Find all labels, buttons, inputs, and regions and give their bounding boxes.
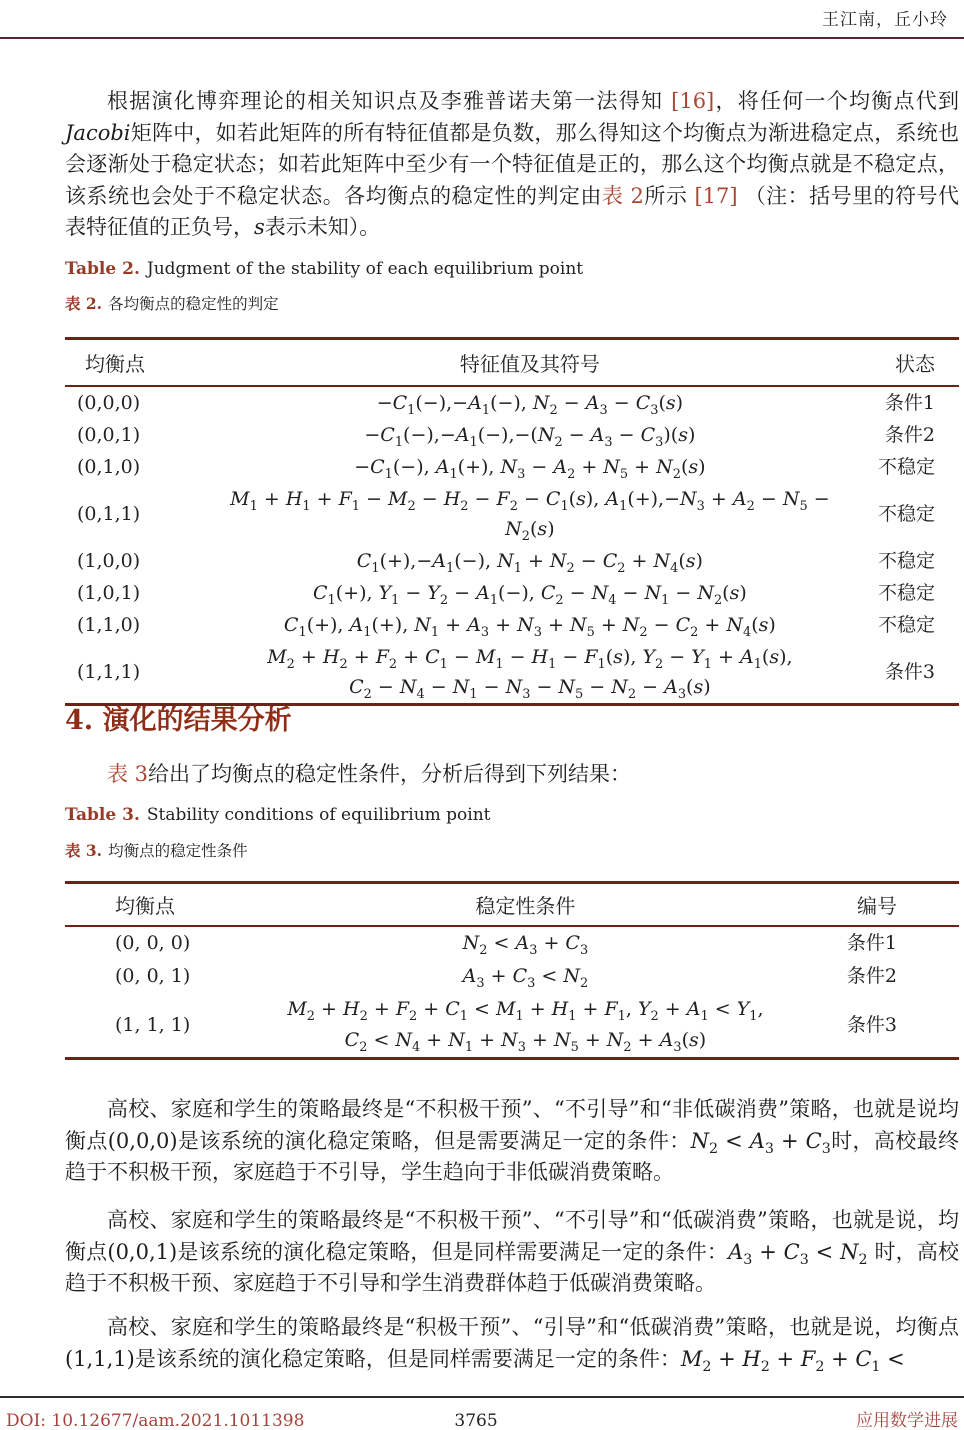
formula-cell: $-C_1(-),-A_1(-),-(N_2 - A_3 - C_3)(s)$ [364,424,696,450]
table-row [65,483,959,545]
equilibrium-point-cell: (0,0,1) [77,424,141,446]
status-cell: 条件2 [884,424,935,446]
table2-caption-en-text: Judgment of the stability of each equilibrium point [146,259,584,279]
equilibrium-point-cell: (1,1,0) [77,614,141,636]
footer-page-number: 3765 [454,1411,498,1430]
table-row [65,641,959,705]
column-header: 稳定性条件 [253,883,798,927]
text-run: 是该系统的演化稳定策略，但是同样需要满足一定的条件： [177,1239,729,1264]
status-cell: 条件3 [846,1013,897,1036]
table2-caption-cn-label: 表 2. [65,294,103,313]
equilibrium-point-cell: (1, 1, 1) [115,1013,191,1036]
equilibrium-point-cell: (1,0,0) [77,550,141,572]
status-cell: 不稳定 [877,503,935,525]
formula-cell: $M_1 + H_1 + F_1 - M_2 - H_2 - F_2 - C_1(s)$, $A_1(+),-N_3 + A_2 - N_5 - N_2(s)$ [230,488,830,544]
table-row [65,926,959,960]
status-cell: 条件1 [846,932,897,954]
status-cell: 不稳定 [877,550,935,572]
table2-caption-cn-text: 各均衡点的稳定性的判定 [108,295,279,313]
text-run: 所示 [643,183,695,208]
table2-caption-cn [65,292,959,314]
footer-journal-name: 应用数学进展 [856,1411,959,1430]
text-run: 给出了均衡点的稳定性条件，分析后得到下列结果： [148,762,632,786]
status-cell: 不稳定 [877,582,935,604]
formula-cell: $C_1(+)$, $Y_1 - Y_2 - A_1(-)$, $C_2 - N_4 - N_1 - N_2(s)$ [312,582,747,608]
table2-caption-en [65,259,959,279]
formula-cell: $M_2 + H_2 + F_2 + C_1 - M_1 - H_1 - F_1(s)$, $Y_2 - Y_1 + A_1(s)$, $C_2 - N_4 - N_1 - N_3 - N_5 - N_2 - A_3(s)$ [267,646,793,702]
section-heading-4: 4. 演化的结果分析 [65,705,292,736]
header-rule [0,37,964,39]
inline-math: s [254,215,265,239]
table3-wrapper [65,881,959,1060]
equilibrium-point-cell: (0,1,0) [77,456,141,478]
table3-caption-cn-label: 表 3. [65,841,103,860]
formula-cell: $-C_1(-)$, $A_1(+)$, $N_3 - A_2 + N_5 + N_2(s)$ [354,456,706,482]
table-row [65,545,959,577]
table2-wrapper [65,337,959,706]
formula-cell: $M_2 + H_2 + F_2 + C_1 < M_1 + H_1 + F_1$, $Y_2 + A_1 < Y_1$, $C_2 < N_4 + N_1 + N_3 + N_5 + N_2 + A_3(s)$ [287,998,764,1055]
page-footer [6,1406,958,1430]
inline-math: (1,1,1) [65,1346,135,1371]
inline-math: $M_2 + H_2 + F_2 + C_1$ < [680,1346,905,1375]
stability-conditions-table [65,881,959,1060]
column-header: 状态 [852,339,959,387]
citation-ref[interactable]: 表 3 [107,762,149,786]
inline-math: (0,0,1) [107,1239,178,1264]
equilibrium-point-cell: (1,0,1) [77,582,141,604]
formula-cell: $C_1(+)$, $A_1(+)$, $N_1 + A_3 + N_3 + N_5 + N_2 - C_2 + N_4(s)$ [283,614,776,640]
inline-math: $A_3 + C_3 < N_2$ [728,1239,868,1268]
status-cell: 条件2 [846,965,897,987]
body-paragraph-2 [65,759,959,791]
text-run: 是该系统的演化稳定策略，但是同样需要满足一定的条件： [134,1346,681,1371]
column-header: 均衡点 [65,339,208,387]
formula-cell: $N_2 < A_3 + C_3$ [462,932,589,958]
formula-cell: $C_1(+),-A_1(-)$, $N_1 + N_2 - C_2 + N_4(s)$ [356,550,703,576]
column-header: 编号 [798,883,959,927]
equilibrium-point-cell: (0,1,1) [77,503,141,525]
text-run: 是该系统的演化稳定策略，但是需要满足一定的条件： [177,1128,691,1153]
table-header-row [65,883,959,927]
table3-caption-cn [65,839,959,861]
body-paragraph-4 [65,1205,959,1300]
text-run: 表示未知）。 [264,215,381,239]
table3-caption-en [65,805,959,825]
table-header-row [65,339,959,387]
text-run: 高校、家庭和学生的策略最终是“不积极干预”、“不引导”和“非低碳消费”策略，也就是说均衡点 [65,1097,959,1153]
text-run: 高校、家庭和学生的策略最终是“不积极干预”、“不引导”和“低碳消费”策略，也就是说，均衡点 [65,1208,959,1264]
status-cell: 条件1 [884,392,935,414]
table-row [65,609,959,641]
equilibrium-point-cell: (0, 0, 0) [115,932,191,954]
table-row [65,960,959,993]
inline-math: (0,0,0) [107,1128,178,1153]
text-run: 时，高校趋于不积极干预、家庭趋于不引导和学生消费群体趋于低碳消费策略。 [65,1239,959,1295]
running-head-authors: 王江南，丘小玲 [822,10,948,30]
table3-caption-en-text: Stability conditions of equilibrium point [146,805,491,825]
body-paragraph-1 [65,86,959,244]
equilibrium-point-cell: (1,1,1) [77,661,141,683]
table-row [65,451,959,483]
table-row [65,386,959,419]
body-paragraph-3 [65,1094,959,1189]
text-run: 矩阵中，如若此矩阵的所有特征值都是负数，那么得知这个均衡点为渐进稳定点，系统也会逐渐处于稳定状态；如若此矩阵中至少有一个特征值是正的，那么这个均衡点就是不稳定点，该系统也会处于不稳定状态。各均衡点的稳定性的判定由 [65,120,959,208]
status-cell: 条件3 [884,661,935,683]
citation-ref[interactable]: [16] [671,89,715,113]
citation-ref[interactable]: [17] [694,183,738,208]
formula-cell: $-C_1(-),-A_1(-)$, $N_2 - A_3 - C_3(s)$ [376,392,684,418]
footer-rule [0,1396,964,1398]
status-cell: 不稳定 [877,614,935,636]
text-run: ，将任何一个均衡点代到 [714,89,959,113]
equilibrium-point-cell: (0,0,0) [77,392,141,414]
status-cell: 不稳定 [877,456,935,478]
body-paragraph-5 [65,1312,959,1375]
table-row [65,577,959,609]
inline-math: $N_2 < A_3 + C_3$ [690,1128,831,1157]
column-header: 特征值及其符号 [208,339,852,387]
text-run: 高校、家庭和学生的策略最终是“积极干预”、“引导”和“低碳消费”策略，也就是说，均衡点 [107,1315,959,1339]
stability-judgment-table [65,337,959,706]
text-run: 根据演化博弈理论的相关知识点及李雅普诺夫第一法得知 [107,89,672,113]
table-row [65,993,959,1059]
formula-cell: $A_3 + C_3 < N_2$ [462,965,589,991]
text-run: （注：括号里的符号代表特征值的正负号， [65,183,959,239]
table3-caption-cn-text: 均衡点的稳定性条件 [108,842,248,860]
column-header: 均衡点 [65,883,253,927]
table2-caption-en-label: Table 2. [65,259,140,279]
table-row [65,419,959,451]
equilibrium-point-cell: (0, 0, 1) [115,965,191,987]
citation-ref[interactable]: 表 2 [601,183,644,208]
table3-caption-en-label: Table 3. [65,805,140,825]
footer-doi-link[interactable]: DOI: 10.12677/aam.2021.1011398 [6,1411,305,1430]
inline-math: Jacobi [65,120,131,145]
text-run: 时，高校最终趋于不积极干预，家庭趋于不引导，学生趋向于非低碳消费策略。 [65,1128,960,1184]
